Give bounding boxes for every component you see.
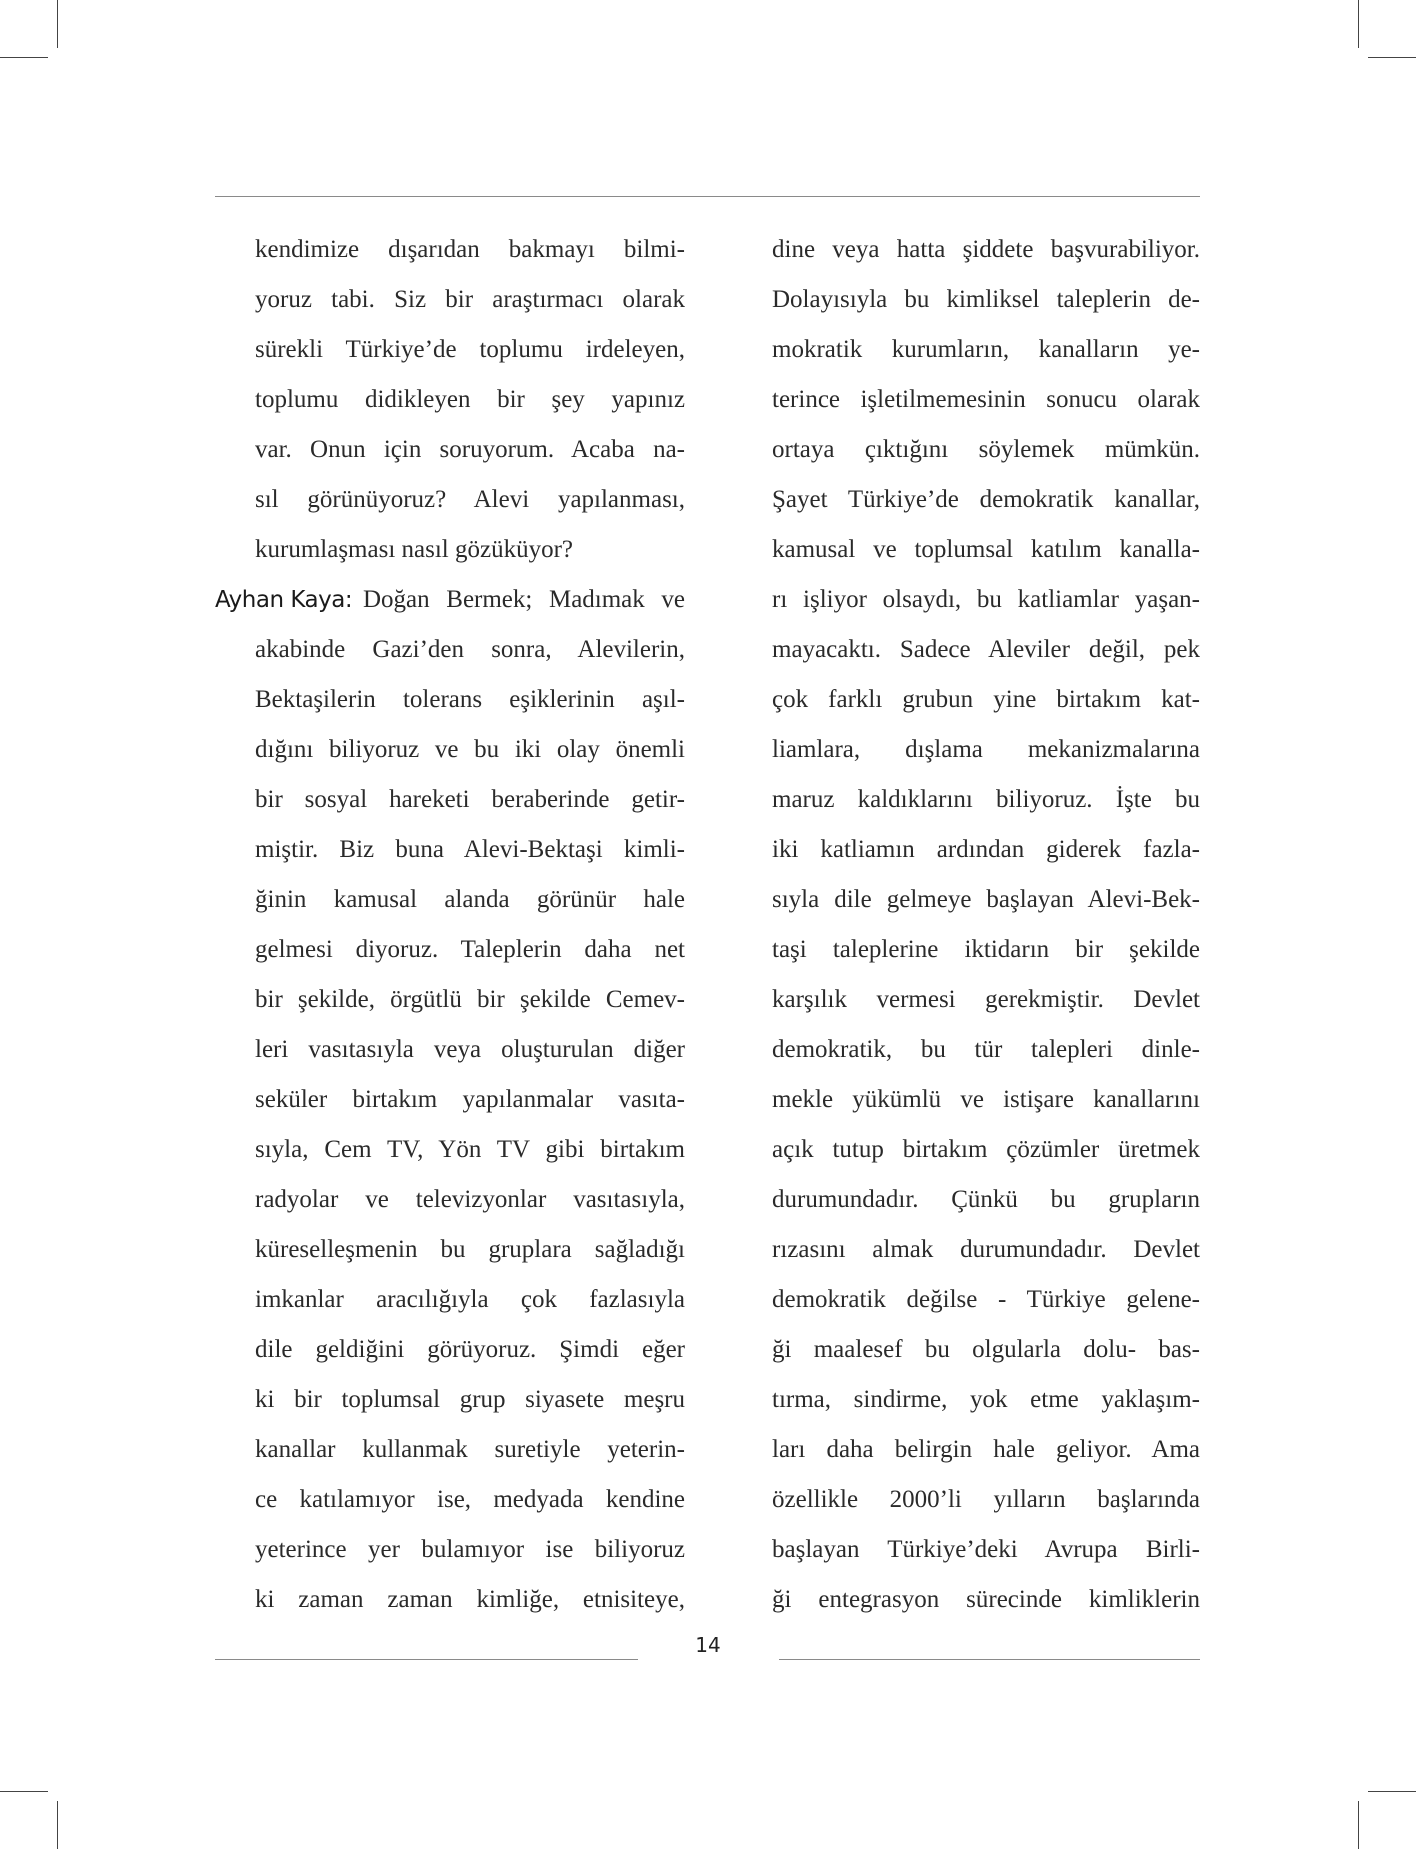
text-line: ortaya çıktığını söylemek mümkün. (772, 436, 1200, 463)
text-line: seküler birtakım yapılanmalar vasıta- (255, 1086, 685, 1113)
text-line: Dolayısıyla bu kimliksel taleplerin de- (772, 286, 1200, 313)
text-line: dığını biliyoruz ve bu iki olay önemli (255, 736, 685, 763)
text-line: özellikle 2000’li yılların başlarında (772, 1486, 1200, 1513)
text-line: karşılık vermesi gerekmiştir. Devlet (772, 986, 1200, 1013)
header-rule (215, 196, 1200, 197)
text-line: taşi taleplerine iktidarın bir şekilde (772, 936, 1200, 963)
text-line: bir sosyal hareketi beraberinde getir- (255, 786, 685, 813)
text-line: kendimize dışarıdan bakmayı bilmi- (255, 236, 685, 263)
crop-mark (0, 57, 48, 58)
speaker-answer (255, 630, 685, 1630)
text-line: mokratik kurumların, kanalların ye- (772, 336, 1200, 363)
text-line: ki bir toplumsal grup siyasete meşru (255, 1386, 685, 1413)
text-line: toplumu didikleyen bir şey yapınız (255, 386, 685, 413)
speaker-name: Ayhan Kaya: (215, 587, 353, 613)
text-line: yoruz tabi. Siz bir araştırmacı olarak (255, 286, 685, 313)
text-line: dine veya hatta şiddete başvurabiliyor. (772, 236, 1200, 263)
text-line: kurumlaşması nasıl gözüküyor? (255, 536, 573, 563)
text-line: kanallar kullanmak suretiyle yeterin- (255, 1436, 685, 1463)
footer-rule-right (779, 1659, 1200, 1660)
text-line: sıyla, Cem TV, Yön TV gibi birtakım (255, 1136, 685, 1163)
text-line: akabinde Gazi’den sonra, Alevilerin, (255, 636, 685, 663)
text-line: sürekli Türkiye’de toplumu irdeleyen, (255, 336, 685, 363)
left-column (215, 230, 685, 1630)
speaker-paragraph-start (215, 580, 685, 630)
text-line: liamlara, dışlama mekanizmalarına (772, 736, 1200, 763)
text-line: sıl görünüyoruz? Alevi yapılanması, (255, 486, 685, 513)
text-line: demokratik değilse - Türkiye gelene- (772, 1286, 1200, 1313)
crop-mark (1358, 1801, 1359, 1849)
text-line: mayacaktı. Sadece Aleviler değil, pek (772, 636, 1200, 663)
page-number: 14 (695, 1633, 721, 1657)
text-line: Bektaşilerin tolerans eşiklerinin aşıl- (255, 686, 685, 713)
text-line: açık tutup birtakım çözümler üretmek (772, 1136, 1200, 1163)
text-line: ki zaman zaman kimliğe, etnisiteye, (255, 1586, 685, 1613)
text-line: ları daha belirgin hale geliyor. Ama (772, 1436, 1200, 1463)
text-line: ği maalesef bu olgularla dolu- bas- (772, 1336, 1200, 1363)
text-line: demokratik, bu tür talepleri dinle- (772, 1036, 1200, 1063)
text-line: durumundadır. Çünkü bu grupların (772, 1186, 1200, 1213)
crop-mark (1368, 57, 1416, 58)
text-line: imkanlar aracılığıyla çok fazlasıyla (255, 1286, 685, 1313)
interviewer-question (255, 230, 685, 580)
text-line: rı işliyor olsaydı, bu katliamlar yaşan- (772, 586, 1200, 613)
text-line: çok farklı grubun yine birtakım kat- (772, 686, 1200, 713)
speaker-first-line: Doğan Bermek; Madımak ve (363, 586, 685, 613)
crop-mark (1358, 0, 1359, 48)
text-line: tırma, sindirme, yok etme yaklaşım- (772, 1386, 1200, 1413)
text-line: leri vasıtasıyla veya oluşturulan diğer (255, 1036, 685, 1063)
text-line: maruz kaldıklarını biliyoruz. İşte bu (772, 786, 1200, 813)
text-line: ğinin kamusal alanda görünür hale (255, 886, 685, 913)
text-line: rızasını almak durumundadır. Devlet (772, 1236, 1200, 1263)
text-line: radyolar ve televizyonlar vasıtasıyla, (255, 1186, 685, 1213)
text-line: başlayan Türkiye’deki Avrupa Birli- (772, 1536, 1200, 1563)
text-line: sıyla dile gelmeye başlayan Alevi-Bek- (772, 886, 1200, 913)
right-column (772, 230, 1200, 1630)
text-line: terince işletilmemesinin sonucu olarak (772, 386, 1200, 413)
text-line: ce katılamıyor ise, medyada kendine (255, 1486, 685, 1513)
footer-rule-left (215, 1659, 638, 1660)
text-line: iki katliamın ardından giderek fazla- (772, 836, 1200, 863)
text-line: bir şekilde, örgütlü bir şekilde Cemev- (255, 986, 685, 1013)
crop-mark (1368, 1791, 1416, 1792)
text-line: ği entegrasyon sürecinde kimliklerin (772, 1586, 1200, 1613)
text-line: küreselleşmenin bu gruplara sağladığı (255, 1236, 685, 1263)
text-line: yeterince yer bulamıyor ise biliyoruz (255, 1536, 685, 1563)
text-line: mekle yükümlü ve istişare kanallarını (772, 1086, 1200, 1113)
crop-mark (57, 0, 58, 48)
text-line: var. Onun için soruyorum. Acaba na- (255, 436, 685, 463)
text-line: miştir. Biz buna Alevi-Bektaşi kimli- (255, 836, 685, 863)
text-line: Şayet Türkiye’de demokratik kanallar, (772, 486, 1200, 513)
crop-mark (0, 1791, 48, 1792)
text-line: kamusal ve toplumsal katılım kanalla- (772, 536, 1200, 563)
crop-mark (57, 1801, 58, 1849)
text-line: gelmesi diyoruz. Taleplerin daha net (255, 936, 685, 963)
text-line: dile geldiğini görüyoruz. Şimdi eğer (255, 1336, 685, 1363)
